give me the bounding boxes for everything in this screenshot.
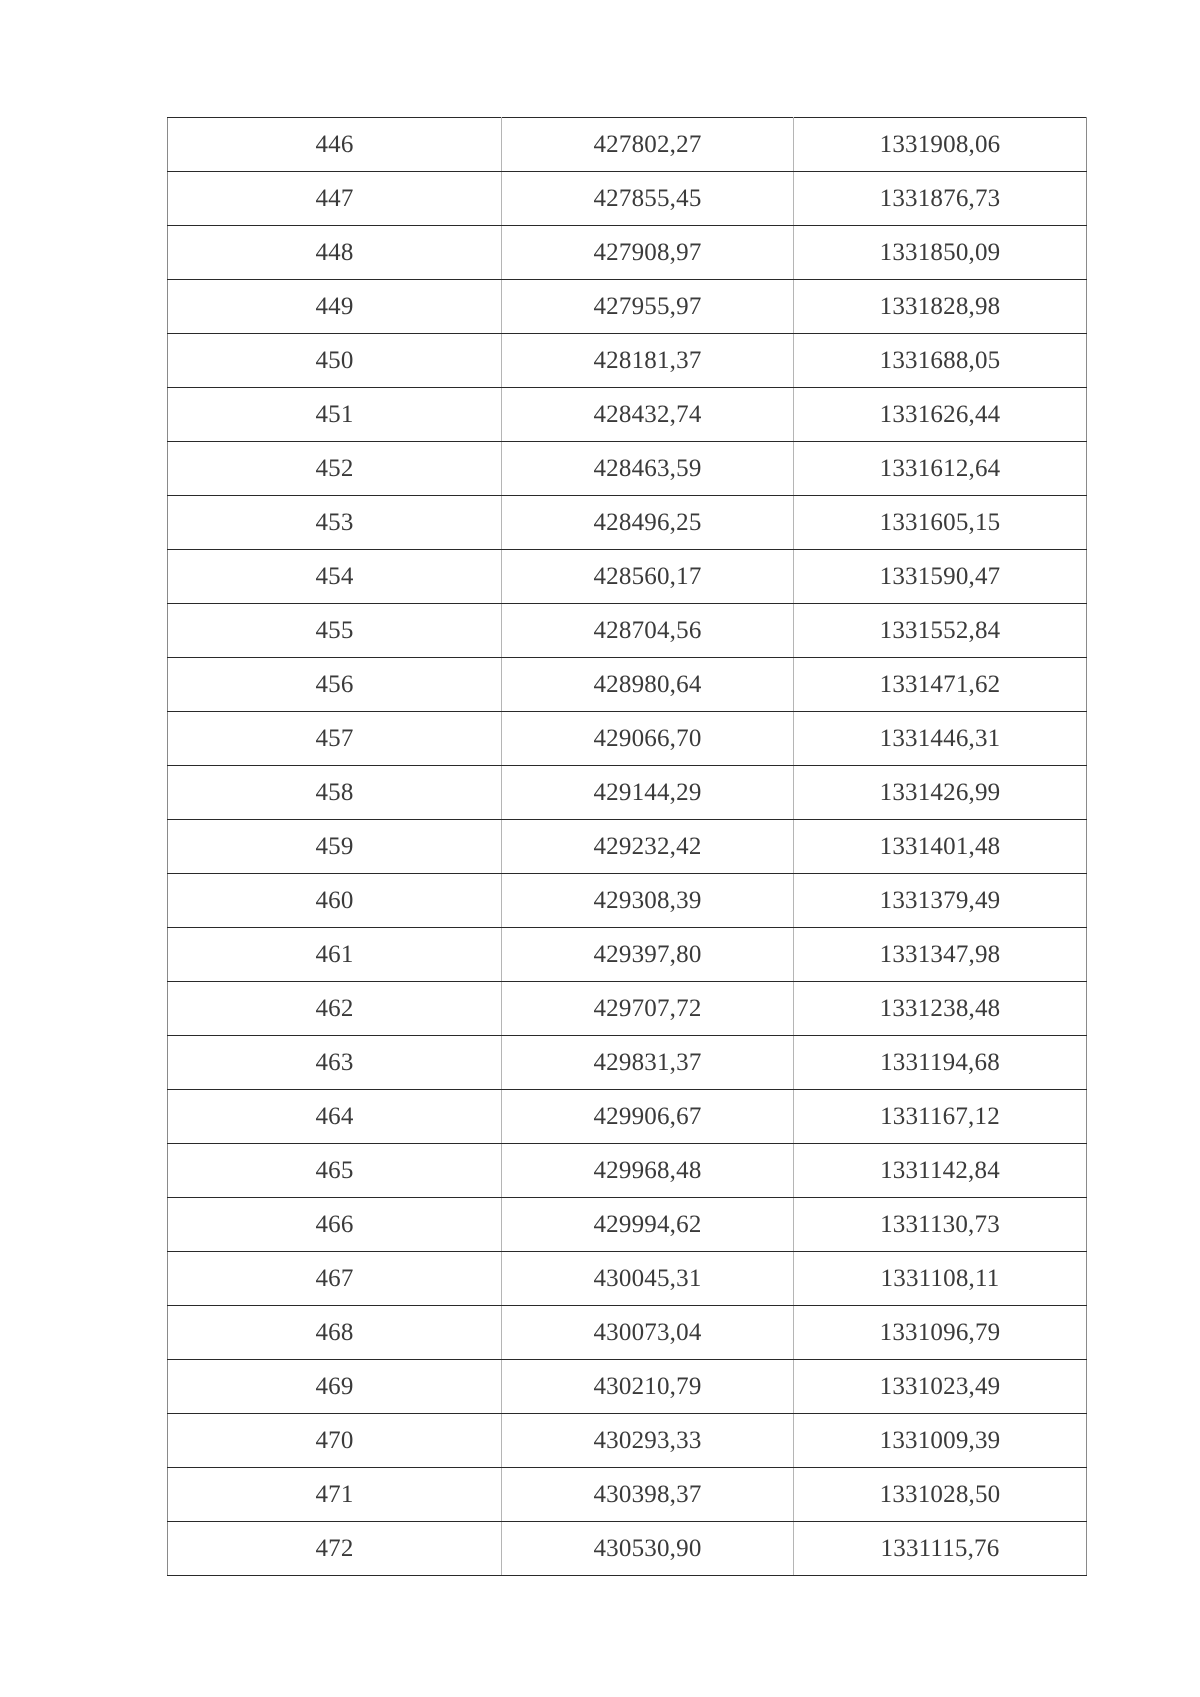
table-row [168,928,1087,982]
x-coordinate-cell: 428560,17 [502,550,794,604]
point-number-cell: 453 [168,496,502,550]
table-row [168,1252,1087,1306]
point-number-cell: 470 [168,1414,502,1468]
table-row [168,550,1087,604]
table-row [168,820,1087,874]
point-number-cell: 465 [168,1144,502,1198]
x-coordinate-cell: 427802,27 [502,118,794,172]
table-row [168,334,1087,388]
table-row [168,1522,1087,1576]
point-number-cell: 452 [168,442,502,496]
table-row [168,226,1087,280]
y-coordinate-cell: 1331194,68 [794,1036,1087,1090]
x-coordinate-cell: 428980,64 [502,658,794,712]
point-number-cell: 462 [168,982,502,1036]
y-coordinate-cell: 1331401,48 [794,820,1087,874]
point-number-cell: 464 [168,1090,502,1144]
point-number-cell: 456 [168,658,502,712]
x-coordinate-cell: 428181,37 [502,334,794,388]
y-coordinate-cell: 1331446,31 [794,712,1087,766]
table-row [168,280,1087,334]
x-coordinate-cell: 430293,33 [502,1414,794,1468]
x-coordinate-cell: 429144,29 [502,766,794,820]
x-coordinate-cell: 429831,37 [502,1036,794,1090]
coordinates-table-body [168,118,1087,1576]
point-number-cell: 447 [168,172,502,226]
x-coordinate-cell: 428432,74 [502,388,794,442]
table-row [168,982,1087,1036]
x-coordinate-cell: 429968,48 [502,1144,794,1198]
x-coordinate-cell: 430530,90 [502,1522,794,1576]
y-coordinate-cell: 1331828,98 [794,280,1087,334]
x-coordinate-cell: 429397,80 [502,928,794,982]
table-row [168,442,1087,496]
point-number-cell: 466 [168,1198,502,1252]
point-number-cell: 455 [168,604,502,658]
point-number-cell: 449 [168,280,502,334]
point-number-cell: 467 [168,1252,502,1306]
x-coordinate-cell: 430045,31 [502,1252,794,1306]
x-coordinate-cell: 429308,39 [502,874,794,928]
coordinates-table [167,117,1087,1576]
x-coordinate-cell: 430398,37 [502,1468,794,1522]
y-coordinate-cell: 1331115,76 [794,1522,1087,1576]
table-row [168,766,1087,820]
table-row [168,874,1087,928]
x-coordinate-cell: 428463,59 [502,442,794,496]
y-coordinate-cell: 1331142,84 [794,1144,1087,1198]
x-coordinate-cell: 428496,25 [502,496,794,550]
y-coordinate-cell: 1331605,15 [794,496,1087,550]
table-row [168,1414,1087,1468]
y-coordinate-cell: 1331108,11 [794,1252,1087,1306]
y-coordinate-cell: 1331590,47 [794,550,1087,604]
table-row [168,388,1087,442]
point-number-cell: 469 [168,1360,502,1414]
y-coordinate-cell: 1331876,73 [794,172,1087,226]
y-coordinate-cell: 1331028,50 [794,1468,1087,1522]
y-coordinate-cell: 1331612,64 [794,442,1087,496]
x-coordinate-cell: 429994,62 [502,1198,794,1252]
table-row [168,496,1087,550]
point-number-cell: 459 [168,820,502,874]
y-coordinate-cell: 1331238,48 [794,982,1087,1036]
y-coordinate-cell: 1331130,73 [794,1198,1087,1252]
table-row [168,118,1087,172]
y-coordinate-cell: 1331688,05 [794,334,1087,388]
point-number-cell: 471 [168,1468,502,1522]
x-coordinate-cell: 429906,67 [502,1090,794,1144]
point-number-cell: 463 [168,1036,502,1090]
point-number-cell: 457 [168,712,502,766]
x-coordinate-cell: 428704,56 [502,604,794,658]
table-row [168,658,1087,712]
table-row [168,1144,1087,1198]
x-coordinate-cell: 429707,72 [502,982,794,1036]
x-coordinate-cell: 427908,97 [502,226,794,280]
x-coordinate-cell: 429232,42 [502,820,794,874]
y-coordinate-cell: 1331552,84 [794,604,1087,658]
y-coordinate-cell: 1331347,98 [794,928,1087,982]
x-coordinate-cell: 427855,45 [502,172,794,226]
x-coordinate-cell: 430210,79 [502,1360,794,1414]
table-row [168,1198,1087,1252]
y-coordinate-cell: 1331096,79 [794,1306,1087,1360]
y-coordinate-cell: 1331850,09 [794,226,1087,280]
y-coordinate-cell: 1331908,06 [794,118,1087,172]
point-number-cell: 450 [168,334,502,388]
table-row [168,712,1087,766]
point-number-cell: 468 [168,1306,502,1360]
point-number-cell: 451 [168,388,502,442]
y-coordinate-cell: 1331023,49 [794,1360,1087,1414]
point-number-cell: 454 [168,550,502,604]
table-row [168,172,1087,226]
point-number-cell: 461 [168,928,502,982]
y-coordinate-cell: 1331379,49 [794,874,1087,928]
table-row [168,1090,1087,1144]
y-coordinate-cell: 1331471,62 [794,658,1087,712]
table-row [168,1360,1087,1414]
point-number-cell: 460 [168,874,502,928]
y-coordinate-cell: 1331426,99 [794,766,1087,820]
point-number-cell: 458 [168,766,502,820]
x-coordinate-cell: 427955,97 [502,280,794,334]
table-row [168,604,1087,658]
point-number-cell: 446 [168,118,502,172]
table-row [168,1306,1087,1360]
y-coordinate-cell: 1331167,12 [794,1090,1087,1144]
point-number-cell: 448 [168,226,502,280]
y-coordinate-cell: 1331626,44 [794,388,1087,442]
x-coordinate-cell: 430073,04 [502,1306,794,1360]
table-row [168,1468,1087,1522]
table-row [168,1036,1087,1090]
y-coordinate-cell: 1331009,39 [794,1414,1087,1468]
point-number-cell: 472 [168,1522,502,1576]
x-coordinate-cell: 429066,70 [502,712,794,766]
